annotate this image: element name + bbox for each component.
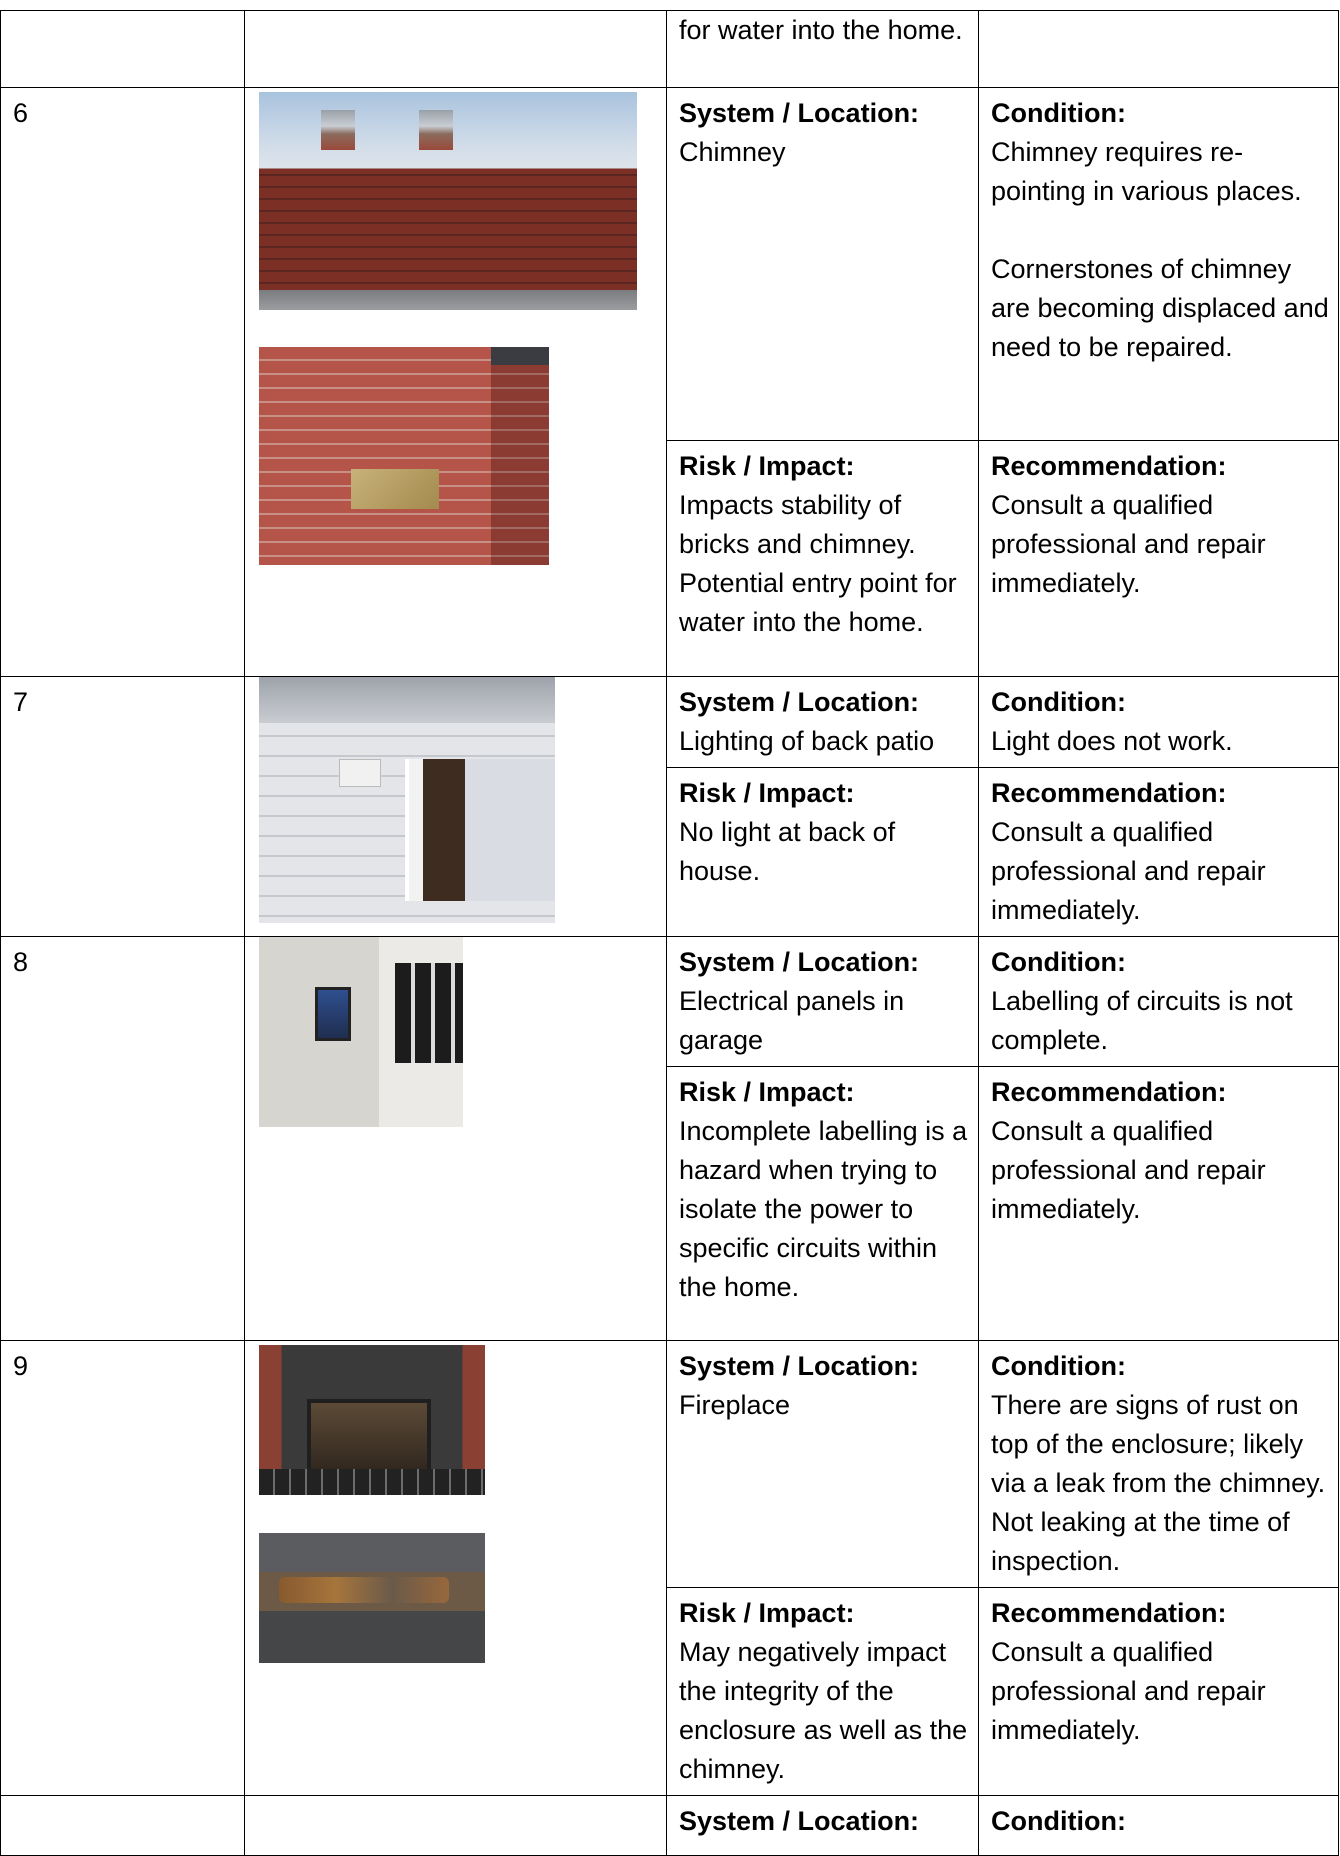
table-row	[1, 1341, 1339, 1588]
item-number-cell	[1, 1341, 245, 1796]
recommendation-cell	[979, 1067, 1339, 1341]
condition-label: Condition:	[991, 98, 1126, 128]
recommendation-text: Consult a qualified professional and repair immediately.	[991, 490, 1266, 598]
condition-label: Condition:	[991, 687, 1126, 717]
system-location-cell	[667, 1796, 979, 1856]
risk-impact-text: Impacts stability of bricks and chimney. Potential entry point for water into the home.	[679, 490, 957, 637]
risk-impact-label: Risk / Impact:	[679, 778, 855, 808]
soffit	[259, 677, 555, 723]
system-location-label: System / Location:	[679, 687, 920, 717]
recommendation-text: Consult a qualified professional and repair immediately.	[991, 1637, 1266, 1745]
risk-impact-cell	[667, 11, 979, 88]
displaced-cornerstone	[351, 469, 439, 509]
photo-cell	[245, 937, 667, 1341]
fascia-strip	[491, 347, 549, 365]
table-row	[1, 88, 1339, 441]
recommendation-cell	[979, 11, 1339, 88]
condition-text: There are signs of rust on top of the enclosure; likely via a leak from the chimney. Not leaking at the time of inspection.	[991, 1390, 1326, 1576]
table-row	[1, 11, 1339, 88]
recommendation-text: Consult a qualified professional and repair immediately.	[991, 817, 1266, 925]
recommendation-cell	[979, 441, 1339, 677]
risk-impact-text: for water into the home.	[679, 15, 963, 45]
photo-cell	[245, 88, 667, 677]
condition-text: Labelling of circuits is not complete.	[991, 986, 1293, 1055]
table-row	[1, 1796, 1339, 1856]
risk-impact-text: Incomplete labelling is a hazard when trying to isolate the power to specific circuits within the home.	[679, 1116, 968, 1302]
risk-impact-cell	[667, 1588, 979, 1796]
risk-impact-cell	[667, 1067, 979, 1341]
photo-cell	[245, 1341, 667, 1796]
roof-strip	[259, 290, 637, 310]
risk-impact-cell	[667, 441, 979, 677]
condition-text: Chimney requires re-pointing in various places.	[991, 137, 1302, 206]
system-location-label: System / Location:	[679, 1351, 920, 1381]
chimney-cap-1	[321, 110, 355, 150]
main-breaker	[315, 987, 351, 1041]
system-location-value: Lighting of back patio	[679, 726, 935, 756]
recommendation-cell	[979, 768, 1339, 937]
system-location-cell	[667, 937, 979, 1067]
condition-cell	[979, 937, 1339, 1067]
chimney-corner-photo	[259, 347, 549, 565]
photo-cell	[245, 1796, 667, 1856]
brick-corner	[491, 347, 549, 565]
recommendation-cell	[979, 1588, 1339, 1796]
breaker-rows	[395, 963, 463, 1063]
item-number: 7	[13, 687, 29, 717]
security-light	[339, 759, 381, 787]
system-location-cell	[667, 677, 979, 768]
recommendation-label: Recommendation:	[991, 1598, 1227, 1628]
condition-cell	[979, 1796, 1339, 1856]
risk-impact-label: Risk / Impact:	[679, 1077, 855, 1107]
system-location-value: Chimney	[679, 137, 786, 167]
table-row	[1, 937, 1339, 1067]
rust-stain	[279, 1577, 449, 1603]
condition-label: Condition:	[991, 1806, 1126, 1836]
condition-cell	[979, 1341, 1339, 1588]
fireplace-photo	[259, 1345, 485, 1495]
condition-cell	[979, 88, 1339, 441]
photo-cell	[245, 11, 667, 88]
item-number-cell	[1, 677, 245, 937]
condition-label: Condition:	[991, 947, 1126, 977]
item-number: 8	[13, 947, 29, 977]
risk-impact-text: No light at back of house.	[679, 817, 896, 886]
chimney-cap-2	[419, 110, 453, 150]
risk-impact-label: Risk / Impact:	[679, 451, 855, 481]
item-number: 6	[13, 98, 29, 128]
system-location-cell	[667, 88, 979, 441]
fireplace-rust-photo	[259, 1533, 485, 1663]
system-location-value: Electrical panels in garage	[679, 986, 905, 1055]
risk-impact-label: Risk / Impact:	[679, 1598, 855, 1628]
item-number-cell	[1, 11, 245, 88]
condition-cell	[979, 677, 1339, 768]
item-number-cell	[1, 1796, 245, 1856]
condition-text: Light does not work.	[991, 726, 1233, 756]
system-location-label: System / Location:	[679, 947, 920, 977]
photo-cell	[245, 677, 667, 937]
risk-impact-text: May negatively impact the integrity of the enclosure as well as the chimney.	[679, 1637, 968, 1784]
inspection-table	[0, 10, 1339, 1856]
electrical-panel-photo	[259, 937, 463, 1127]
system-location-label: System / Location:	[679, 98, 920, 128]
system-location-label: System / Location:	[679, 1806, 920, 1836]
table-row	[1, 677, 1339, 768]
item-number-cell	[1, 937, 245, 1341]
patio-door	[405, 759, 555, 901]
condition-text-2: Cornerstones of chimney are becoming displaced and need to be repaired.	[991, 254, 1329, 362]
condition-label: Condition:	[991, 1351, 1126, 1381]
recommendation-text: Consult a qualified professional and repair immediately.	[991, 1116, 1266, 1224]
hearth-tile	[259, 1469, 485, 1495]
chimney-top-photo	[259, 92, 637, 310]
system-location-cell	[667, 1341, 979, 1588]
patio-light-photo	[259, 677, 555, 923]
recommendation-label: Recommendation:	[991, 1077, 1227, 1107]
risk-impact-cell	[667, 768, 979, 937]
system-location-value: Fireplace	[679, 1390, 791, 1420]
recommendation-label: Recommendation:	[991, 451, 1227, 481]
item-number: 9	[13, 1351, 29, 1381]
recommendation-label: Recommendation:	[991, 778, 1227, 808]
item-number-cell	[1, 88, 245, 677]
